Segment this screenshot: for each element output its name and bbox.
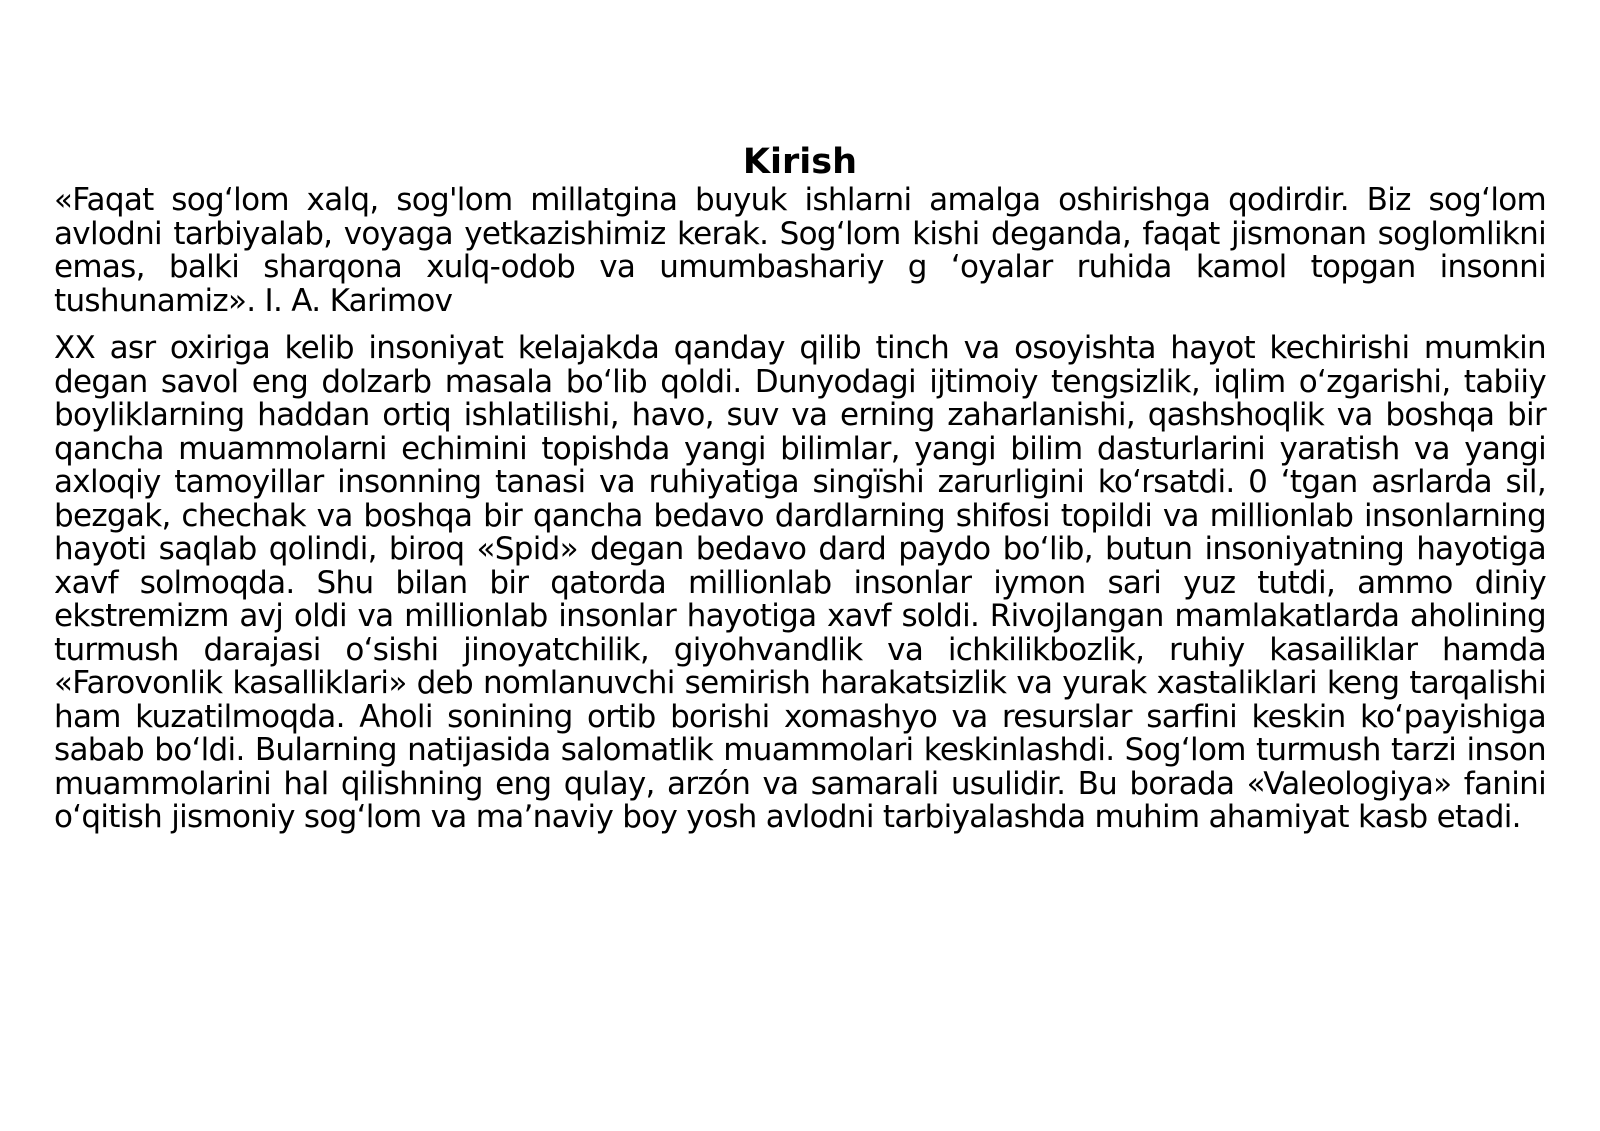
document-body bbox=[54, 140, 1546, 835]
document-title: Kirish bbox=[742, 142, 858, 182]
body-paragraph: XX asr oxiriga kelib insoniyat kelajakda qanday qilib tinch va osoyishta hayot kechirishi mumkin degan savol eng dolzarb masala bo‘lib qoldi. Dunyodagi ijtimoiy tengsizlik, iqlim o‘zgarishi, tabiiy boyliklarning haddan ortiq ishlatilishi, havo, suv va erning zaharlanishi, qashshoqlik va boshqa bir qancha muammolarni echimini topishda yangi bilimlar, yangi bilim dasturlarini yaratish va yangi axloqiy tamoyillar insonning tanasi va ruhiyatiga singïshi zarurligini ko‘rsatdi. 0 ‘tgan asrlarda sil, bezgak, chechak va boshqa bir qancha bedavo dardlarning shifosi topildi va millionlab insonlarning hayoti saqlab qolindi, biroq «Spid» degan bedavo dard paydo bo‘lib, butun insoniyatning hayotiga xavf solmoqda. Shu bilan bir qatorda millionlab insonlar iymon sari yuz tutdi, ammo diniy ekstremizm avj oldi va millionlab insonlar hayotiga xavf soldi. Rivojlangan mamlakatlarda aholining turmush darajasi o‘sishi jinoyatchilik, giyohvandlik va ichkilikbozlik, ruhiy kasailiklar hamda «Farovonlik kasalliklari» deb nomlanuvchi semirish harakatsizlik va yurak xastaliklari keng tarqalishi ham kuzatilmoqda. Aholi sonining ortib borishi xomashyo va resurslar sarfini keskin ko‘payishiga sabab bo‘ldi. Bularning natijasida salomatlik muammolari keskinlashdi. Sog‘lom turmush tarzi inson muammolarini hal qilishning eng qulay, arzón va samarali usulidir. Bu borada «Valeologiya» fanini o‘qitish jismoniy sog‘lom va ma’naviy boy yosh avlodni tarbiyalashda muhim ahamiyat kasb etadi. bbox=[54, 330, 1546, 835]
epigraph-paragraph: «Faqat sog‘lom xalq, sog'lom millatgina buyuk ishlarni amalga oshirishga qodirdir. Biz sog‘lom avlodni tarbiyalab, voyaga yetkazishimiz kerak. Sog‘lom kishi deganda, faqat jismonan soglomlikni emas, balki sharqona xulq-odob va umumbashariy g ‘oyalar ruhida kamol topgan insonni tushunamiz». I. A. Karimov bbox=[54, 182, 1546, 319]
